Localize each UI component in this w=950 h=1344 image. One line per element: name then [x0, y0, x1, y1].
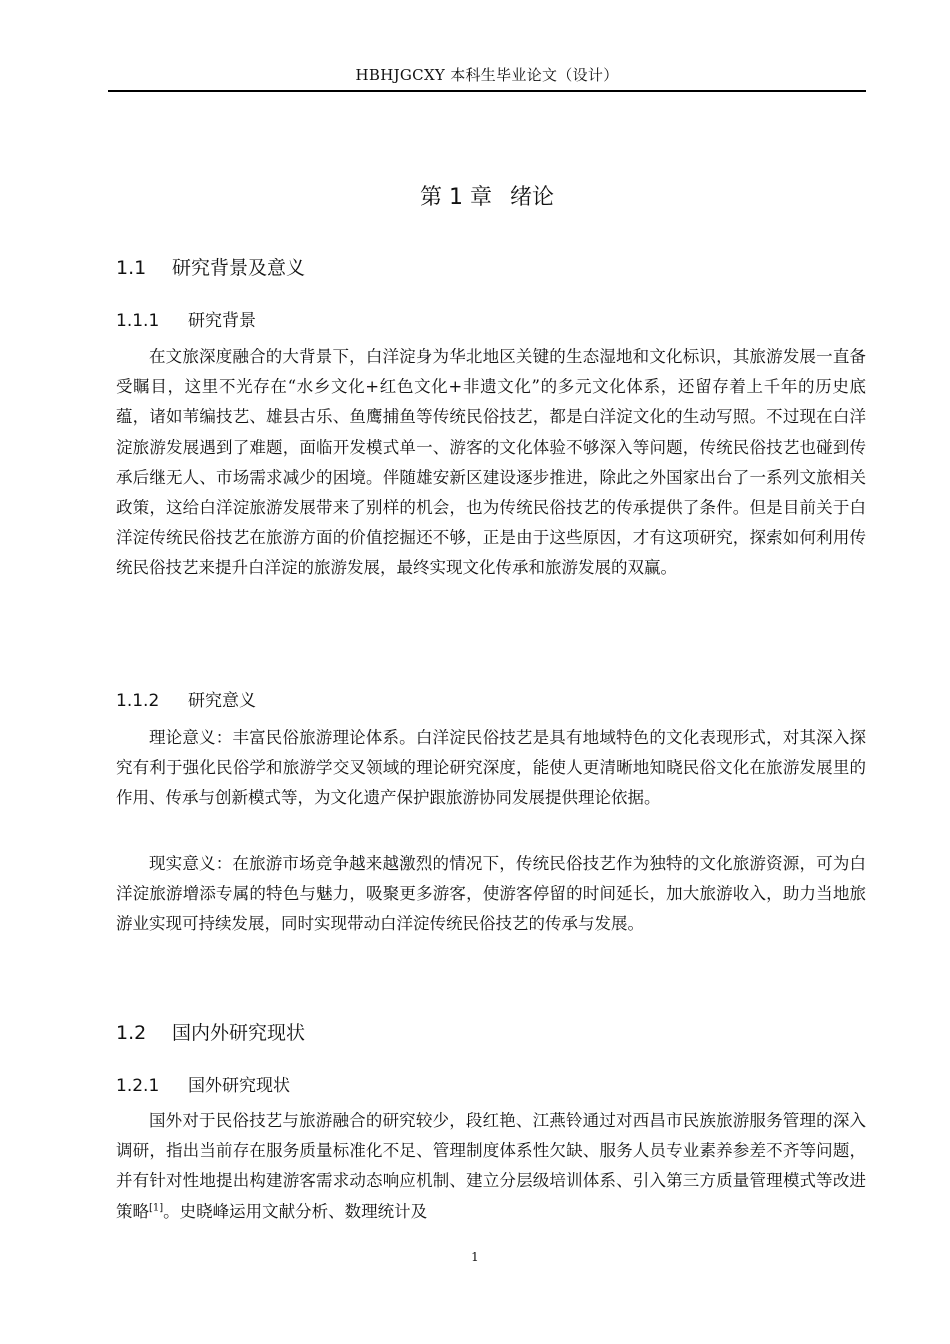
subsection-number: 1.2.1	[116, 1076, 160, 1096]
section-number: 1.1	[116, 257, 147, 279]
section-title: 国内外研究现状	[172, 1022, 306, 1044]
paragraph-text: 。史晓峰运用文献分析、数理统计及	[163, 1201, 428, 1221]
paragraph-theoretical-significance: 理论意义：丰富民俗旅游理论体系。白洋淀民俗技艺是具有地域特色的文化表现形式，对其深入探究有利于强化民俗学和旅游学交叉领域的理论研究深度，能使人更清晰地知晓民俗文化在旅游发展里的作用、传承与创新模式等，为文化遗产保护跟旅游协同发展提供理论依据。	[116, 728, 866, 808]
subsection-title: 研究背景	[188, 311, 256, 331]
subsection-heading-1-2-1	[116, 1071, 290, 1096]
section-heading-1-2	[116, 1018, 305, 1045]
section-title: 研究背景及意义	[172, 257, 306, 279]
subsection-heading-1-1-1	[116, 306, 256, 331]
subsection-title: 国外研究现状	[188, 1076, 290, 1096]
header-rule	[108, 90, 866, 92]
subsection-number: 1.1.1	[116, 311, 160, 331]
page-number: 1	[471, 1250, 479, 1264]
paragraph-practical-significance: 现实意义：在旅游市场竞争越来越激烈的情况下，传统民俗技艺作为独特的文化旅游资源，可为白洋淀旅游增添专属的特色与魅力，吸聚更多游客，使游客停留的时间延长，加大旅游收入，助力当地旅游业实现可持续发展，同时实现带动白洋淀传统民俗技艺的传承与发展。	[116, 854, 866, 934]
section-heading-1-1	[116, 253, 305, 280]
chapter-number: 第 1 章	[420, 185, 492, 210]
subsection-heading-1-1-2	[116, 686, 256, 711]
chapter-title	[108, 180, 866, 211]
subsection-title: 研究意义	[188, 691, 256, 711]
running-header: HBHJGCXY 本科生毕业论文（设计）	[355, 66, 619, 84]
chapter-name: 绪论	[509, 185, 554, 210]
paragraph-text: 国外对于民俗技艺与旅游融合的研究较少，段红艳、江燕铃通过对西昌市民族旅游服务管理的深入调研，指出当前存在服务质量标准化不足、管理制度体系性欠缺、服务人员专业素养参差不齐等问题，并有针对性地提出构建游客需求动态响应机制、建立分层级培训体系、引入第三方质量管理模式等改进策略	[116, 1111, 866, 1221]
paragraph-foreign-research	[116, 1106, 866, 1227]
citation-1[interactable]: [1]	[149, 1202, 164, 1214]
paragraph-background: 在文旅深度融合的大背景下，白洋淀身为华北地区关键的生态湿地和文化标识，其旅游发展一直备受瞩目，这里不光存在“水乡文化+红色文化+非遗文化”的多元文化体系，还留存着上千年的历史底蕴，诸如苇编技艺、雄县古乐、鱼鹰捕鱼等传统民俗技艺，都是白洋淀文化的生动写照。不过现在白洋淀旅游发展遇到了难题，面临开发模式单一、游客的文化体验不够深入等问题，传统民俗技艺也碰到传承后继无人、市场需求减少的困境。伴随雄安新区建设逐步推进，除此之外国家出台了一系列文旅相关政策，这给白洋淀旅游发展带来了别样的机会，也为传统民俗技艺的传承提供了条件。但是目前关于白洋淀传统民俗技艺在旅游方面的价值挖掘还不够，正是由于这些原因，才有这项研究，探索如何利用传统民俗技艺来提升白洋淀的旅游发展，最终实现文化传承和旅游发展的双赢。	[116, 347, 866, 578]
subsection-number: 1.1.2	[116, 691, 160, 711]
section-number: 1.2	[116, 1022, 147, 1044]
